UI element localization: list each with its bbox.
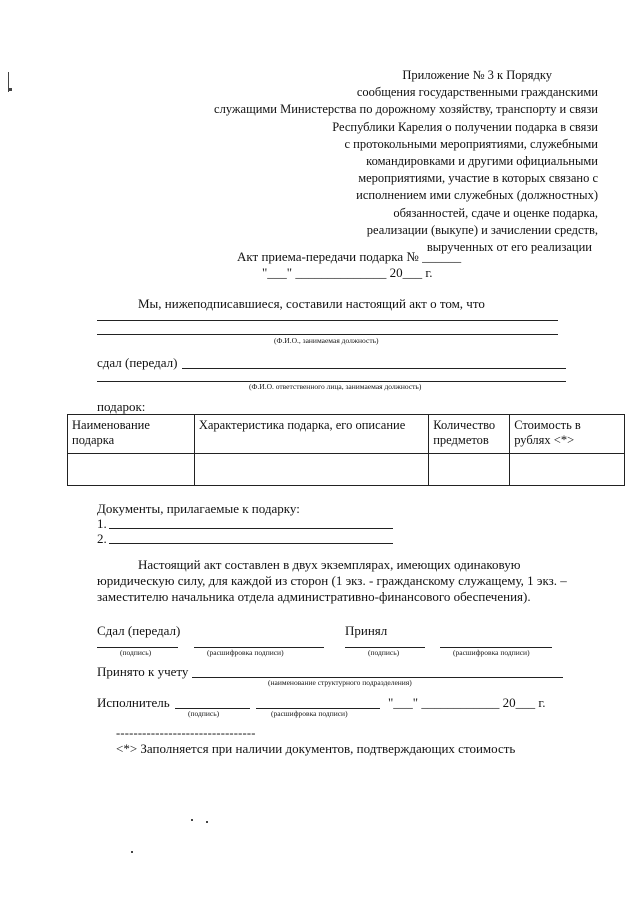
table-header-cell: Количество предметов bbox=[429, 415, 510, 454]
table-cell[interactable] bbox=[194, 454, 428, 486]
gift-label: подарок: bbox=[97, 399, 146, 414]
executor-date: "___" ____________ 20___ г. bbox=[388, 695, 546, 710]
footnote-divider: -------------------------------- bbox=[116, 726, 256, 740]
sign-caption: (подпись) bbox=[120, 648, 152, 657]
header-line: реализации (выкупе) и зачислении средств, bbox=[366, 222, 598, 237]
documents-title: Документы, прилагаемые к подарку: bbox=[97, 501, 300, 516]
document-item: 2. bbox=[97, 531, 107, 546]
decode-caption: (расшифровка подписи) bbox=[271, 709, 348, 718]
decode-caption: (расшифровка подписи) bbox=[453, 648, 530, 657]
appendix-header bbox=[168, 67, 598, 256]
paragraph-line: Настоящий акт составлен в двух экземплярах, имеющих одинаковую bbox=[138, 557, 521, 572]
document-fill-line[interactable] bbox=[109, 543, 393, 544]
table-cell[interactable] bbox=[68, 454, 195, 486]
table-header-row bbox=[68, 415, 625, 454]
accepted-signature-label: Принял bbox=[345, 623, 388, 638]
fill-line[interactable] bbox=[97, 320, 558, 321]
table-cell[interactable] bbox=[510, 454, 625, 486]
unit-caption: (наименование структурного подразделения) bbox=[268, 678, 412, 687]
sign-caption: (подпись) bbox=[188, 709, 220, 718]
header-line: мероприятиями, участие в которых связано с bbox=[358, 171, 598, 186]
table-header-cell: Характеристика подарка, его описание bbox=[194, 415, 428, 454]
header-line: с протокольными мероприятиями, служебными bbox=[344, 136, 598, 151]
sign-caption: (подпись) bbox=[368, 648, 400, 657]
table-row bbox=[68, 454, 625, 486]
accounting-label: Принято к учету bbox=[97, 664, 189, 679]
paragraph-line: заместителю начальника отдела административно-финансового обеспечения). bbox=[97, 589, 531, 604]
act-title: Акт приема-передачи подарка № ______ bbox=[237, 249, 462, 264]
header-line: командировками и другими официальными bbox=[366, 154, 598, 169]
act-intro: Мы, нижеподписавшиеся, составили настоящий акт о том, что bbox=[138, 296, 485, 311]
document-item: 1. bbox=[97, 516, 107, 531]
header-line: сообщения государственными гражданскими bbox=[356, 85, 598, 100]
fio-responsible-caption: (Ф.И.О. ответственного лица, занимаемая должность) bbox=[249, 382, 422, 391]
table-header-cell: Стоимость в рублях <*> bbox=[510, 415, 625, 454]
scan-speck bbox=[131, 851, 133, 853]
header-line: Республики Карелия о получении подарка в связи bbox=[332, 119, 598, 134]
header-line: обязанностей, сдаче и оценке подарка, bbox=[393, 205, 598, 220]
table-header-cell: Наименование подарка bbox=[68, 415, 195, 454]
act-date-line: "___" ______________ 20___ г. bbox=[262, 265, 433, 280]
header-line: вырученных от его реализации bbox=[426, 240, 592, 255]
table-cell[interactable] bbox=[429, 454, 510, 486]
scan-mark bbox=[9, 88, 12, 91]
header-line: служащими Министерства по дорожному хозяйству, транспорту и связи bbox=[214, 102, 598, 117]
handed-fill-line[interactable] bbox=[182, 368, 566, 369]
fio-caption: (Ф.И.О., занимаемая должность) bbox=[274, 336, 379, 345]
fill-line[interactable] bbox=[97, 334, 558, 335]
header-line: Приложение № 3 к Порядку bbox=[402, 68, 552, 82]
footnote-text: <*> Заполняется при наличии документов, подтверждающих стоимость bbox=[116, 741, 516, 756]
handed-signature-label: Сдал (передал) bbox=[97, 623, 181, 638]
executor-label: Исполнитель bbox=[97, 695, 170, 710]
document-fill-line[interactable] bbox=[109, 528, 393, 529]
gift-table bbox=[67, 414, 625, 486]
decode-caption: (расшифровка подписи) bbox=[207, 648, 284, 657]
handed-label: сдал (передал) bbox=[97, 355, 178, 370]
scan-speck bbox=[191, 819, 193, 821]
paragraph-line: юридическую силу, для каждой из сторон (1 экз. - гражданскому служащему, 1 экз. – bbox=[97, 573, 567, 588]
scan-speck bbox=[206, 821, 208, 823]
header-line: исполнением ими служебных (должностных) bbox=[356, 188, 598, 203]
